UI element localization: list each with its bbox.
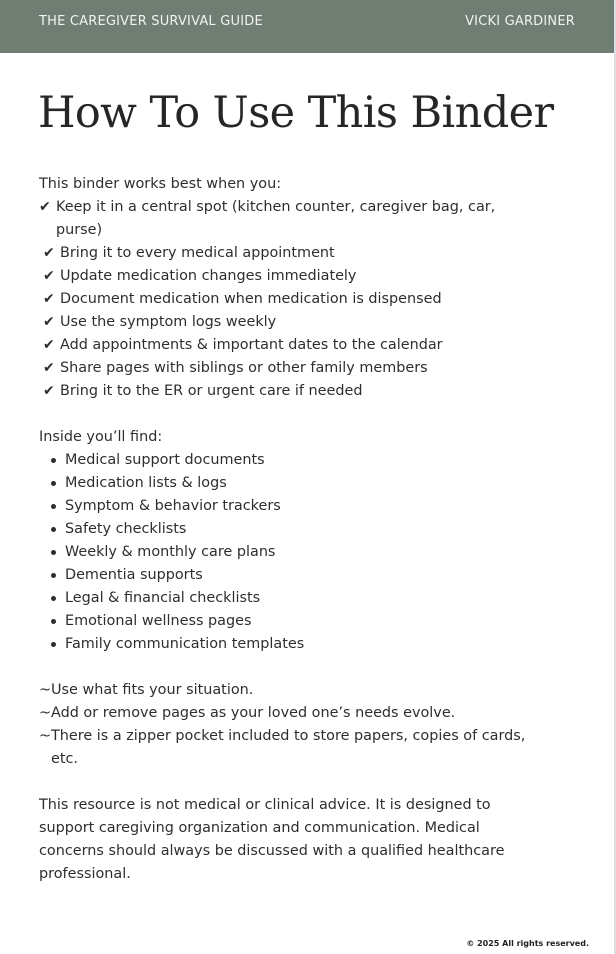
tips-list (39, 679, 539, 771)
list-item (39, 610, 539, 633)
tip-text: Add or remove pages as your loved one’s needs evolve. (51, 705, 456, 721)
spacer (39, 656, 539, 679)
list-item-text: Medical support documents (65, 452, 265, 468)
copyright-notice: © 2025 All rights reserved. (466, 939, 589, 948)
page-content (39, 173, 539, 886)
list-item (39, 518, 539, 541)
checklist-item (39, 311, 539, 334)
list-item (39, 541, 539, 564)
checkmark-icon: ✔ (43, 245, 55, 261)
list-item (39, 564, 539, 587)
bullet-icon (50, 541, 65, 564)
checklist-item (39, 380, 539, 403)
checklist-item (39, 357, 539, 380)
bullet-icon (50, 610, 65, 633)
tip-text: Use what fits your situation. (51, 682, 254, 698)
bullet-icon (50, 518, 65, 541)
list-item-text: Family communication templates (65, 636, 305, 652)
inside-heading: Inside you’ll find: (39, 429, 163, 445)
tilde-mark: ~ (39, 705, 52, 721)
bullet-icon (50, 449, 65, 472)
list-item (39, 495, 539, 518)
tip-item (39, 679, 539, 702)
tip-item (39, 725, 539, 771)
spacer (39, 403, 539, 426)
list-item (39, 633, 539, 656)
tilde-mark: ~ (39, 682, 52, 698)
tilde-mark: ~ (39, 728, 52, 744)
bullet-icon (50, 495, 65, 518)
list-item (39, 472, 539, 495)
list-item-text: Legal & financial checklists (65, 590, 261, 606)
checklist-item (39, 288, 539, 311)
checklist-item-text: Document medication when medication is dispensed (60, 291, 442, 307)
author-name: VICKI GARDINER (465, 14, 575, 29)
checkmark-icon: ✔ (43, 337, 55, 353)
page-header (0, 0, 614, 53)
tip-text: There is a zipper pocket included to store papers, copies of cards, etc. (51, 728, 526, 767)
checklist-item (39, 196, 539, 242)
checklist-item (39, 334, 539, 357)
disclaimer-text: This resource is not medical or clinical advice. It is designed to support caregiving organization and communication. Medical concerns should always be discussed with a qualified healthcare professional. (39, 797, 505, 882)
checkmark-icon: ✔ (43, 291, 55, 307)
checkmark-icon: ✔ (39, 199, 51, 215)
list-item-text: Symptom & behavior trackers (65, 498, 281, 514)
checklist-item-text: Bring it to every medical appointment (60, 245, 335, 261)
spacer (39, 771, 539, 794)
checklist-item-text: Bring it to the ER or urgent care if needed (60, 383, 363, 399)
list-item (39, 587, 539, 610)
checklist-item (39, 265, 539, 288)
checklist-item-text: Add appointments & important dates to the calendar (60, 337, 443, 353)
list-item-text: Safety checklists (65, 521, 187, 537)
list-item-text: Medication lists & logs (65, 475, 227, 491)
inside-list (39, 449, 539, 656)
bullet-icon (50, 587, 65, 610)
checklist-item (39, 242, 539, 265)
checklist-item-text: Share pages with siblings or other family members (60, 360, 428, 376)
checkmark-icon: ✔ (43, 360, 55, 376)
list-item-text: Emotional wellness pages (65, 613, 252, 629)
list-item-text: Dementia supports (65, 567, 203, 583)
checklist-item-text: Use the symptom logs weekly (60, 314, 277, 330)
list-item (39, 449, 539, 472)
checklist-item-text: Keep it in a central spot (kitchen counter, caregiver bag, car, purse) (56, 199, 496, 238)
bullet-icon (50, 564, 65, 587)
bullet-icon (50, 633, 65, 656)
list-item-text: Weekly & monthly care plans (65, 544, 276, 560)
tip-item (39, 702, 539, 725)
checkmark-icon: ✔ (43, 314, 55, 330)
checkmark-icon: ✔ (43, 268, 55, 284)
checklist (39, 196, 539, 403)
page-title: How To Use This Binder (38, 88, 554, 138)
checklist-item-text: Update medication changes immediately (60, 268, 357, 284)
guide-title: THE CAREGIVER SURVIVAL GUIDE (39, 14, 263, 29)
checkmark-icon: ✔ (43, 383, 55, 399)
intro-text: This binder works best when you: (39, 176, 282, 192)
bullet-icon (50, 472, 65, 495)
